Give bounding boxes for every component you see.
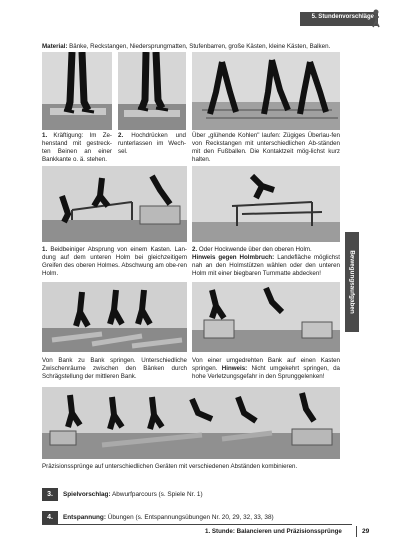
item-number-box [42, 488, 58, 501]
caption-text: Oder Hockwende über den oberen Holm. [197, 246, 312, 253]
hint-label: Hinweis gegen Holmbruch: [192, 254, 275, 261]
caption-text: Präzisionssprünge auf unterschiedlichen Geräten mit verschiedenen Abständen kombinieren. [42, 463, 298, 470]
photo-bench-to-box [192, 282, 340, 352]
caption-rise-lower [118, 132, 186, 156]
side-tab [345, 232, 359, 332]
item-number-box [42, 511, 58, 524]
photo-toe-stand [42, 52, 112, 130]
photo-box-takeoff [42, 166, 187, 242]
material-text: Bänke, Reckstangen, Niedersprungmatten, Stufenbarren, große Kästen, kleine Kästen, Balken. [67, 43, 331, 50]
material-label: Material: [42, 43, 68, 50]
hint-label: Hinweis: [221, 365, 248, 372]
item-label: Spielvorschlag: [63, 491, 111, 498]
hint-text: Landefläche möglichst nah an den Holmstützen wählen oder den unteren Holm mit einer biegbaren Turnmatte abdecken! [192, 254, 340, 277]
item-number: 4. [47, 514, 53, 521]
item-number: 3. [47, 491, 53, 498]
caption-squat-vault [192, 246, 340, 278]
caption-text: Von Bank zu Bank springen. Unterschiedliche Zwischenräume zwischen den Bänken durch Schrägstellung der mittleren Bank. [42, 357, 187, 380]
item-label: Entspannung: [63, 514, 106, 521]
caption-number: 1. [42, 132, 48, 139]
caption-number: 1. [42, 246, 48, 253]
caption-text: Beidbeiniger Absprung von einem Kasten. Lan-dung auf dem unteren Holm bei gleichzeitigem Greifen des oberen Holmes. Abschwung am obe-ren Holm. [42, 246, 187, 277]
chapter-title: 5. Stundenvorschläge [311, 14, 374, 20]
footer-rule [42, 524, 352, 525]
chapter-header [300, 12, 378, 26]
caption-bench-to-box [192, 357, 340, 381]
photo-glowing-coals [192, 52, 340, 130]
side-tab-label: Bewegungsaufgaben [348, 250, 356, 314]
photo-rise-lower [118, 52, 186, 130]
item-text: Abwurfparcours (s. Spiele Nr. 1) [110, 491, 203, 498]
page-number: 29 [362, 528, 370, 535]
photo-bench-jumps [42, 282, 187, 352]
item-game-suggestion [63, 491, 203, 498]
footer-separator [356, 526, 357, 537]
caption-number: 2. [192, 246, 198, 253]
caption-text: Über „glühende Kohlen" laufen: Zügiges Überlau-fen von Reckstangen mit unterschiedlichen Ab-ständen mit den Fußballen. Die Kontaktzeit mög-lichst kurz halten. [192, 132, 340, 163]
caption-bench-jumps [42, 357, 187, 381]
photo-precision-jumps [42, 387, 340, 459]
caption-glowing-coals [192, 132, 340, 164]
caption-number: 2. [118, 132, 124, 139]
caption-box-takeoff [42, 246, 187, 278]
caption-text: Hochdrücken und runterlassen im Wech-sel. [118, 132, 186, 155]
item-relaxation [63, 514, 274, 521]
item-text: Übungen (s. Entspannungsübungen Nr. 20, 29, 32, 33, 38) [105, 514, 274, 521]
material-line [42, 43, 342, 51]
hint-text: Nicht umgekehrt springen, da hohe Verletzungsgefahr in den Sprunggelenken! [192, 365, 340, 380]
caption-text: Kräftigung: Im Ze-henstand mit gestreck-ten Beinen an einer Bankkante o. ä. stehen. [42, 132, 112, 163]
caption-precision-jumps [42, 463, 340, 471]
caption-toe-stand [42, 132, 112, 164]
photo-squat-vault [192, 166, 340, 242]
footer-title: 1. Stunde: Balancieren und Präzisionssprünge [205, 528, 342, 535]
chapter-icon [371, 8, 381, 28]
caption-text: Von einer umgedrehten Bank auf einen Kasten springen. [192, 357, 340, 372]
